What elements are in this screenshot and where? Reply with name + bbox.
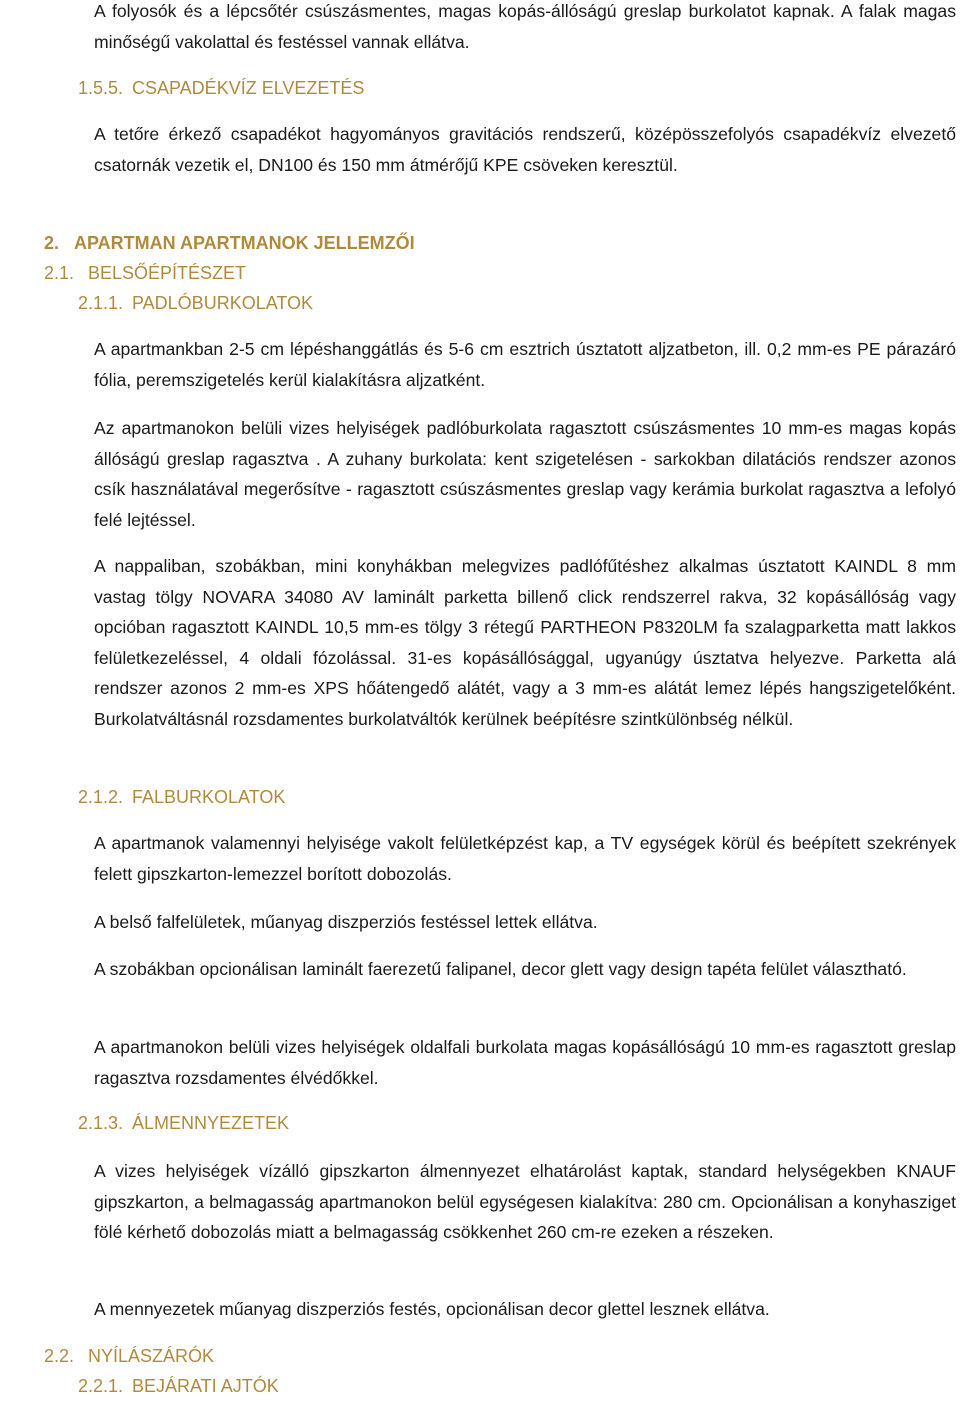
paragraph-wet-room-walls: A apartmanokon belüli vizes helyiségek oldalfali burkolata magas kopásállóságú 10 mm-es ragasztott greslap ragasztva rozsdamentes élvédőkkel.: [94, 1037, 956, 1088]
heading-title: ÁLMENNYEZETEK: [132, 1113, 290, 1133]
paragraph-suspended-ceilings: A vizes helyiségek vízálló gipszkarton álmennyezet elhatárolást kaptak, standard helységekben KNAUF gipszkarton, a belmagasság apartmanokon belül egységesen kialakítva: 280 cm. Opcionálisan a konyhasziget fölé kérhető dobozolás miatt a belmagasság csökkenhet 260 cm-re ezeken a részeken.: [94, 1161, 956, 1242]
heading-title: BEJÁRATI AJTÓK: [132, 1376, 279, 1396]
heading-number: 2.1.2.: [78, 787, 124, 807]
heading-title: APARTMAN APARTMANOK JELLEMZŐI: [74, 233, 415, 253]
heading-2-1-3: [78, 1111, 289, 1135]
heading-title: CSAPADÉKVÍZ ELVEZETÉS: [132, 78, 365, 98]
heading-2-1-2: [78, 785, 285, 809]
paragraph-interior-walls: A belső falfelületek, műanyag diszperziós festéssel lettek ellátva.: [94, 912, 598, 932]
heading-2-2: [44, 1344, 214, 1368]
paragraph-wet-room-floor: Az apartmanokon belüli vizes helyiségek padlóburkolata ragasztott csúszásmentes 10 mm-es magas kopás állóságú greslap ragasztva . A zuhany burkolata: kent szigetelésen - sarkokban dilatációs rendszer azonos csík használatával megerősítve - ragasztott csúszásmentes greslap vagy kerámia burkolat ragasztva a lefolyó felé lejtéssel.: [94, 418, 956, 530]
heading-number: 2.2.: [44, 1346, 75, 1366]
heading-number: 2.1.1.: [78, 293, 124, 313]
heading-2-2-1: [78, 1374, 279, 1398]
heading-2-1: [44, 261, 246, 285]
heading-number: 2.1.: [44, 263, 75, 283]
heading-number: 1.5.5.: [78, 78, 124, 98]
paragraph-rainwater: A tetőre érkező csapadékot hagyományos gravitációs rendszerű, középösszefolyós csapadékvíz elvezető csatornák vezetik el, DN100 és 150 mm átmérőjű KPE csöveken keresztül.: [94, 124, 956, 175]
heading-number: 2.1.3.: [78, 1113, 124, 1133]
heading-1-5-5: [78, 76, 364, 100]
paragraph-wall-surfaces: A apartmanok valamennyi helyisége vakolt felületképzést kap, a TV egységek körül és beépített szekrények felett gipszkarton-lemezzel borított dobozolás.: [94, 833, 956, 884]
paragraph-ceiling-paint: A mennyezetek műanyag diszperziós festés, opcionálisan decor glettel lesznek ellátva.: [94, 1299, 770, 1319]
paragraph-wall-panel-options: A szobákban opcionálisan laminált faerezetű falipanel, decor glett vagy design tapéta felület választható.: [94, 959, 907, 979]
paragraph-parquet: A nappaliban, szobákban, mini konyhákban melegvizes padlófűtéshez alkalmas úsztatott KAINDL 8 mm vastag tölgy NOVARA 34080 AV laminált parketta billenő click rendszerrel rakva, 32 kopásállóság vagy opcióban ragasztott KAINDL 10,5 mm-es tölgy 3 rétegű PARTHEON P8320LM fa szalagparketta matt lakkos felületkezeléssel, 4 oldali fózolással. 31-es kopásállósággal, ugyanúgy úsztatva helyezve. Parketta alá rendszer azonos 2 mm-es XPS hőátengedő alátét, vagy a 3 mm-es alátát lemez lépés hangszigetelőként. Burkolatváltásnál rozsdamentes burkolatváltók kerülnek beépítésre szintkülönbség nélkül.: [94, 556, 956, 729]
paragraph-floor-base: A apartmankban 2-5 cm lépéshanggátlás és 5-6 cm esztrich úsztatott aljzatbeton, ill. 0,2 mm-es PE párazáró fólia, peremszigetelés kerül kialakításra aljzatként.: [94, 339, 956, 390]
heading-title: BELSŐÉPÍTÉSZET: [88, 263, 247, 283]
heading-title: PADLÓBURKOLATOK: [132, 293, 314, 313]
heading-title: FALBURKOLATOK: [132, 787, 286, 807]
heading-number: 2.2.1.: [78, 1376, 124, 1396]
paragraph-corridor-finish: A folyosók és a lépcsőtér csúszásmentes, magas kopás-állóságú greslap burkolatot kapnak. A falak magas minőségű vakolattal és festéssel vannak ellátva.: [94, 1, 956, 52]
heading-title: NYÍLÁSZÁRÓK: [88, 1346, 215, 1366]
heading-number: 2.: [44, 233, 60, 253]
heading-2: [44, 231, 415, 255]
heading-2-1-1: [78, 291, 313, 315]
